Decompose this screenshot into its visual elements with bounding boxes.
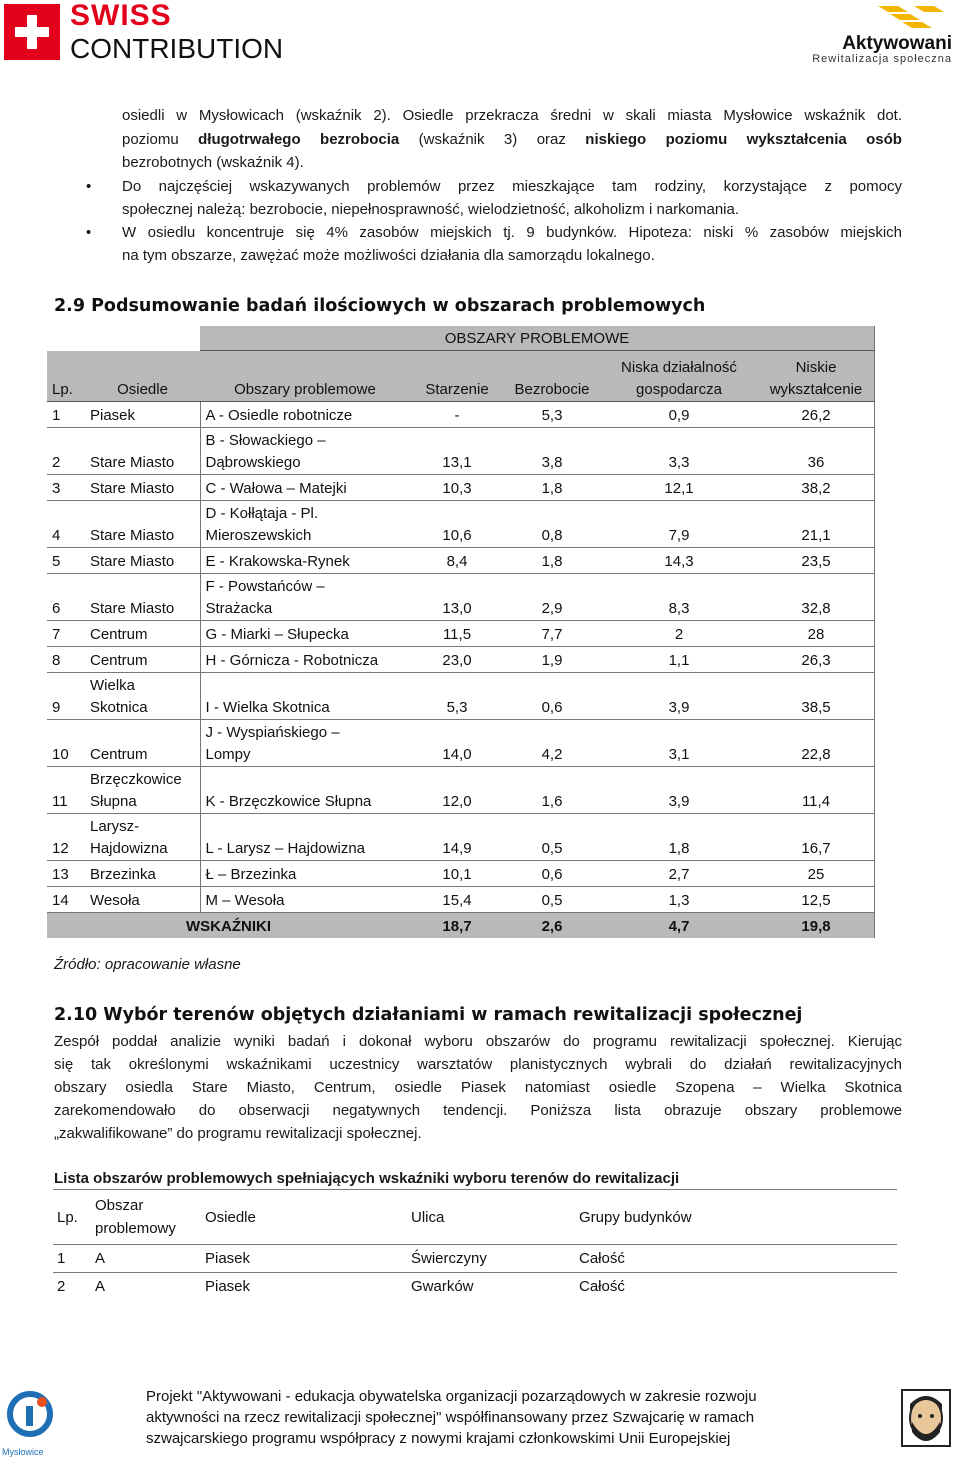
cell-bezrobocie: 0,8 [504, 500, 600, 547]
cell-dzialalnosc: 8,3 [600, 573, 758, 620]
cell-osiedle [85, 672, 200, 719]
cell-obszar [200, 646, 410, 672]
cell-obszar-line: C - Wałowa – Matejki [205, 479, 347, 497]
table-row [47, 672, 875, 719]
cell-dzialalnosc: 0,9 [600, 401, 758, 427]
cell-dzialalnosc: 12,1 [600, 474, 758, 500]
cell-obszar [200, 474, 410, 500]
intro-line-2a: poziomu [122, 131, 199, 148]
table-row [47, 474, 875, 500]
footer-line-1: Projekt "Aktywowani - edukacja obywatelska organizacji pozarządowych w zakresie rozwoju [146, 1388, 757, 1405]
cell-bezrobocie: 1,9 [504, 646, 600, 672]
cell-bezrobocie: 1,6 [504, 766, 600, 813]
cell-osiedle-line: Piasek [90, 406, 136, 424]
cell-wyksztalcenie: 25 [758, 860, 875, 886]
col-obszary: Obszary problemowe [200, 351, 410, 402]
cell-starzenie: 13,0 [410, 573, 504, 620]
cell-obszar [200, 766, 410, 813]
intro-line-2 [122, 128, 902, 151]
table-row [47, 860, 875, 886]
cell-osiedle [85, 573, 200, 620]
cell-bezrobocie: 1,8 [504, 474, 600, 500]
cell-osiedle-line: Stare Miasto [90, 479, 175, 497]
cell-dzialalnosc: 1,8 [600, 813, 758, 860]
cell-osiedle-line: Centrum [90, 651, 148, 669]
section-210-line-4: zarekomendowało do obserwacji negatywnych tendencji. Poniższa lista obrazuje obszary problemowe [54, 1102, 902, 1119]
cell-osiedle-line: Stare Miasto [90, 453, 175, 471]
cell-obszar-line: B - Słowackiego – [205, 431, 326, 449]
cell-starzenie: 14,9 [410, 813, 504, 860]
cell-obszar-line: Mieroszewskich [205, 526, 312, 544]
partner-logo-subtitle: Rewitalizacja społeczna [812, 53, 952, 65]
cell-obszar [200, 719, 410, 766]
intro-line-2d: niskiego poziomu wykształcenia osób [585, 131, 902, 148]
swiss-logo-line2: CONTRIBUTION [70, 33, 284, 64]
intro-line-2c: (wskaźnik 3) oraz [399, 131, 586, 148]
cell-bezrobocie: 0,5 [504, 886, 600, 912]
cell-osiedle [85, 547, 200, 573]
cell-starzenie: - [410, 401, 504, 427]
cell-lp: 10 [47, 719, 85, 766]
cell-osiedle [85, 646, 200, 672]
section-210-line-2: się tak określonymi wskaźnikami uczestnicy warsztatów planistycznych wybrali do działań rewitalizacyjnych [54, 1056, 902, 1073]
cell-lp: 3 [47, 474, 85, 500]
list-cell-obszar: A [95, 1278, 106, 1296]
swiss-flag-icon [4, 4, 60, 60]
bullet-1-line-1: Do najczęściej wskazywanych problemów przez mieszkające tam rodziny, korzystające z pomocy [122, 178, 902, 195]
cell-obszar [200, 427, 410, 474]
cell-starzenie: 10,1 [410, 860, 504, 886]
cell-obszar-line: A - Osiedle robotnicze [205, 406, 353, 424]
list-cell-grupy: Całość [575, 1245, 897, 1273]
cell-osiedle-line: Larysz- [90, 817, 140, 835]
cell-bezrobocie: 0,6 [504, 672, 600, 719]
cell-obszar [200, 860, 410, 886]
footer-text [146, 1386, 757, 1449]
bullet-icon: • [86, 178, 92, 195]
summary-label: WSKAŹNIKI [47, 912, 410, 938]
cell-bezrobocie: 3,8 [504, 427, 600, 474]
cell-osiedle-line: Wielka [90, 676, 136, 694]
cell-osiedle [85, 620, 200, 646]
cell-starzenie: 12,0 [410, 766, 504, 813]
table-row [47, 620, 875, 646]
cell-osiedle [85, 427, 200, 474]
cell-dzialalnosc: 3,9 [600, 766, 758, 813]
cell-dzialalnosc: 7,9 [600, 500, 758, 547]
section-210-line-5: „zakwalifikowane” do programu rewitalizacji społecznej. [54, 1125, 422, 1142]
bullet-icon: • [86, 224, 92, 241]
list-col-osiedle: Osiedle [201, 1190, 407, 1245]
col-wyksztalcenie-line2: wykształcenie [769, 380, 863, 398]
cell-obszar-line: I - Wielka Skotnica [205, 698, 330, 716]
table-source: Źródło: opracowanie własne [54, 956, 241, 973]
col-dzialalnosc-line2: gospodarcza [636, 380, 722, 398]
cell-bezrobocie: 7,7 [504, 620, 600, 646]
cell-bezrobocie: 0,5 [504, 813, 600, 860]
cell-osiedle [85, 813, 200, 860]
cell-osiedle [85, 401, 200, 427]
cell-dzialalnosc: 14,3 [600, 547, 758, 573]
list-col-obszar-line2: problemowy [95, 1220, 176, 1237]
cell-osiedle [85, 719, 200, 766]
list-row [53, 1245, 897, 1273]
footer-line-3: szwajcarskiego programu współpracy z nowymi krajami członkowskimi Unii Europejskiej [146, 1430, 731, 1447]
list-cell-lp: 1 [53, 1245, 91, 1273]
list-col-obszar [91, 1190, 201, 1245]
cell-obszar-line: Dąbrowskiego [205, 453, 301, 471]
cell-wyksztalcenie: 26,2 [758, 401, 875, 427]
summary-wyksztalcenie: 19,8 [758, 912, 875, 938]
table-row [47, 766, 875, 813]
cell-obszar-line: Lompy [205, 745, 251, 763]
table-row [47, 813, 875, 860]
cell-dzialalnosc: 3,3 [600, 427, 758, 474]
cell-obszar-line: D - Kołłątaja - Pl. [205, 504, 319, 522]
cell-lp: 11 [47, 766, 85, 813]
cell-obszar-line: Ł – Brzezinka [205, 865, 297, 883]
cell-wyksztalcenie: 26,3 [758, 646, 875, 672]
cell-obszar-line: J - Wyspiańskiego – [205, 723, 340, 741]
list-col-ulica: Ulica [407, 1190, 575, 1245]
cell-lp: 13 [47, 860, 85, 886]
cell-bezrobocie: 4,2 [504, 719, 600, 766]
cell-osiedle-line: Brzezinka [90, 865, 156, 883]
cell-wyksztalcenie: 36 [758, 427, 875, 474]
cell-obszar-line: H - Górnicza - Robotnicza [205, 651, 379, 669]
cell-dzialalnosc: 2,7 [600, 860, 758, 886]
table-row [47, 427, 875, 474]
cell-obszar [200, 573, 410, 620]
list-cell-osiedle: Piasek [201, 1245, 407, 1273]
cell-obszar [200, 620, 410, 646]
cell-dzialalnosc: 2 [600, 620, 758, 646]
cell-lp: 2 [47, 427, 85, 474]
cell-lp: 8 [47, 646, 85, 672]
cell-wyksztalcenie: 28 [758, 620, 875, 646]
bullet-2-line-2: na tym obszarze, zawężać może możliwości działania dla samorządu lokalnego. [122, 247, 655, 264]
col-osiedle: Osiedle [85, 351, 200, 402]
cell-obszar-line: Strażacka [205, 599, 273, 617]
mascot-face-icon [900, 1388, 952, 1448]
table-row [47, 500, 875, 547]
cell-obszar-line: E - Krakowska-Rynek [205, 552, 350, 570]
col-wyksztalcenie-line1: Niskie [795, 358, 837, 376]
cell-osiedle-line: Wesoła [90, 891, 140, 909]
list-col-lp: Lp. [53, 1190, 91, 1245]
group-header: OBSZARY PROBLEMOWE [200, 326, 875, 351]
cell-osiedle-line: Stare Miasto [90, 526, 175, 544]
cell-osiedle [85, 886, 200, 912]
cell-dzialalnosc: 1,1 [600, 646, 758, 672]
cell-bezrobocie: 2,9 [504, 573, 600, 620]
cell-obszar-line: M – Wesoła [205, 891, 285, 909]
myslowice-logo-icon [4, 1388, 64, 1448]
cell-dzialalnosc: 3,1 [600, 719, 758, 766]
cell-starzenie: 13,1 [410, 427, 504, 474]
cell-osiedle-line: Skotnica [90, 698, 148, 716]
cell-osiedle-line: Stare Miasto [90, 552, 175, 570]
cell-obszar-line: F - Powstańców – [205, 577, 325, 595]
bullet-2-line-1: W osiedlu koncentruje się 4% zasobów miejskich tj. 9 budynków. Hipoteza: niski % zasobów miejskich [122, 224, 902, 241]
table-row [47, 886, 875, 912]
cell-wyksztalcenie: 38,5 [758, 672, 875, 719]
cell-wyksztalcenie: 22,8 [758, 719, 875, 766]
list-cell-obszar: A [91, 1245, 201, 1273]
cell-lp: 14 [47, 886, 85, 912]
cell-dzialalnosc: 1,3 [600, 886, 758, 912]
list-row [53, 1273, 897, 1301]
table-row [47, 573, 875, 620]
cell-starzenie: 11,5 [410, 620, 504, 646]
cell-lp: 5 [47, 547, 85, 573]
cell-starzenie: 5,3 [410, 672, 504, 719]
cell-osiedle-line: Centrum [90, 625, 148, 643]
cell-bezrobocie: 0,6 [504, 860, 600, 886]
section-210-line-3: obszary osiedla Stare Miasto, Centrum, osiedle Piasek natomiast osiedle Szopena – Wielka Skotnica [54, 1079, 902, 1096]
indicators-table [47, 326, 875, 938]
cell-osiedle [85, 500, 200, 547]
cell-dzialalnosc: 3,9 [600, 672, 758, 719]
table-row [47, 646, 875, 672]
cell-wyksztalcenie: 16,7 [758, 813, 875, 860]
cell-wyksztalcenie: 32,8 [758, 573, 875, 620]
cell-starzenie: 10,3 [410, 474, 504, 500]
cell-obszar [200, 672, 410, 719]
cell-osiedle-line: Słupna [90, 792, 137, 810]
summary-bezrobocie: 2,6 [504, 912, 600, 938]
col-dzialalnosc [600, 351, 758, 402]
intro-line-2b: długotrwałego bezrobocia [198, 131, 400, 148]
summary-row [47, 912, 875, 938]
cell-starzenie: 23,0 [410, 646, 504, 672]
list-cell-grupy: Całość [579, 1278, 625, 1296]
cell-lp: 12 [47, 813, 85, 860]
list-title: Lista obszarów problemowych spełniających wskaźniki wyboru terenów do rewitalizacji [54, 1170, 680, 1187]
cell-osiedle-line: Hajdowizna [90, 839, 168, 857]
cell-obszar [200, 813, 410, 860]
cell-osiedle-line: Centrum [90, 745, 148, 763]
table-row [47, 547, 875, 573]
cell-wyksztalcenie: 21,1 [758, 500, 875, 547]
intro-line-1: osiedli w Mysłowicach (wskaźnik 2). Osiedle przekracza średni w skali miasta Mysłowice wskaźnik dot. [122, 107, 902, 124]
cell-osiedle [85, 766, 200, 813]
list-table [53, 1189, 897, 1301]
table-row [47, 401, 875, 427]
footer-line-2: aktywności na rzecz rewitalizacji społecznej" współfinansowany przez Szwajcarię w ramach [146, 1409, 755, 1426]
cell-wyksztalcenie: 11,4 [758, 766, 875, 813]
section-210-heading: 2.10 Wybór terenów objętych działaniami w ramach rewitalizacji społecznej [54, 1005, 803, 1025]
cell-obszar-line: G - Miarki – Słupecka [205, 625, 349, 643]
list-cell-ulica: Świerczyny [407, 1245, 575, 1273]
cell-obszar [200, 500, 410, 547]
cell-lp: 1 [47, 401, 85, 427]
cell-osiedle [85, 474, 200, 500]
cell-lp: 4 [47, 500, 85, 547]
summary-dzialalnosc: 4,7 [600, 912, 758, 938]
col-dzialalnosc-line1: Niska działalność [621, 358, 737, 376]
col-starzenie: Starzenie [410, 351, 504, 402]
summary-starzenie: 18,7 [410, 912, 504, 938]
aktywowani-chevrons-icon [876, 4, 948, 34]
cell-obszar-line: L - Larysz – Hajdowizna [205, 839, 366, 857]
list-cell-ulica: Gwarków [411, 1278, 474, 1296]
cell-starzenie: 14,0 [410, 719, 504, 766]
cell-osiedle-line: Stare Miasto [90, 599, 175, 617]
list-col-obszar-line1: Obszar [95, 1197, 144, 1214]
col-bezrobocie: Bezrobocie [504, 351, 600, 402]
list-cell-osiedle: Piasek [205, 1278, 251, 1296]
myslowice-logo-text: Mysłowice [2, 1447, 44, 1457]
cell-starzenie: 15,4 [410, 886, 504, 912]
cell-obszar [200, 547, 410, 573]
cell-obszar [200, 886, 410, 912]
cell-lp: 9 [47, 672, 85, 719]
partner-logo-title: Aktywowani [842, 33, 952, 54]
section-29-heading: 2.9 Podsumowanie badań ilościowych w obszarach problemowych [54, 296, 706, 316]
bullet-1-line-2: społecznej należą: bezrobocie, niepełnosprawność, wielodzietność, alkoholizm i narkomania. [122, 201, 740, 218]
cell-bezrobocie: 5,3 [504, 401, 600, 427]
list-cell-lp: 2 [57, 1278, 66, 1296]
cell-wyksztalcenie: 23,5 [758, 547, 875, 573]
cell-obszar-line: K - Brzęczkowice Słupna [205, 792, 372, 810]
list-col-grupy: Grupy budynków [575, 1190, 897, 1245]
table-row [47, 719, 875, 766]
cell-starzenie: 10,6 [410, 500, 504, 547]
swiss-logo-line1: SWISS [70, 0, 172, 32]
cell-starzenie: 8,4 [410, 547, 504, 573]
col-lp: Lp. [47, 351, 85, 402]
cell-wyksztalcenie: 12,5 [758, 886, 875, 912]
cell-wyksztalcenie: 38,2 [758, 474, 875, 500]
col-wyksztalcenie [758, 351, 875, 402]
section-210-line-1: Zespół poddał analizie wyniki badań i dokonał wyboru obszarów do programu rewitalizacji społecznej. Kierując [54, 1033, 902, 1050]
intro-line-3: bezrobotnych (wskaźnik 4). [122, 154, 304, 171]
cell-lp: 7 [47, 620, 85, 646]
cell-bezrobocie: 1,8 [504, 547, 600, 573]
cell-osiedle [85, 860, 200, 886]
cell-lp: 6 [47, 573, 85, 620]
cell-osiedle-line: Brzęczkowice [90, 770, 182, 788]
cell-obszar [200, 401, 410, 427]
